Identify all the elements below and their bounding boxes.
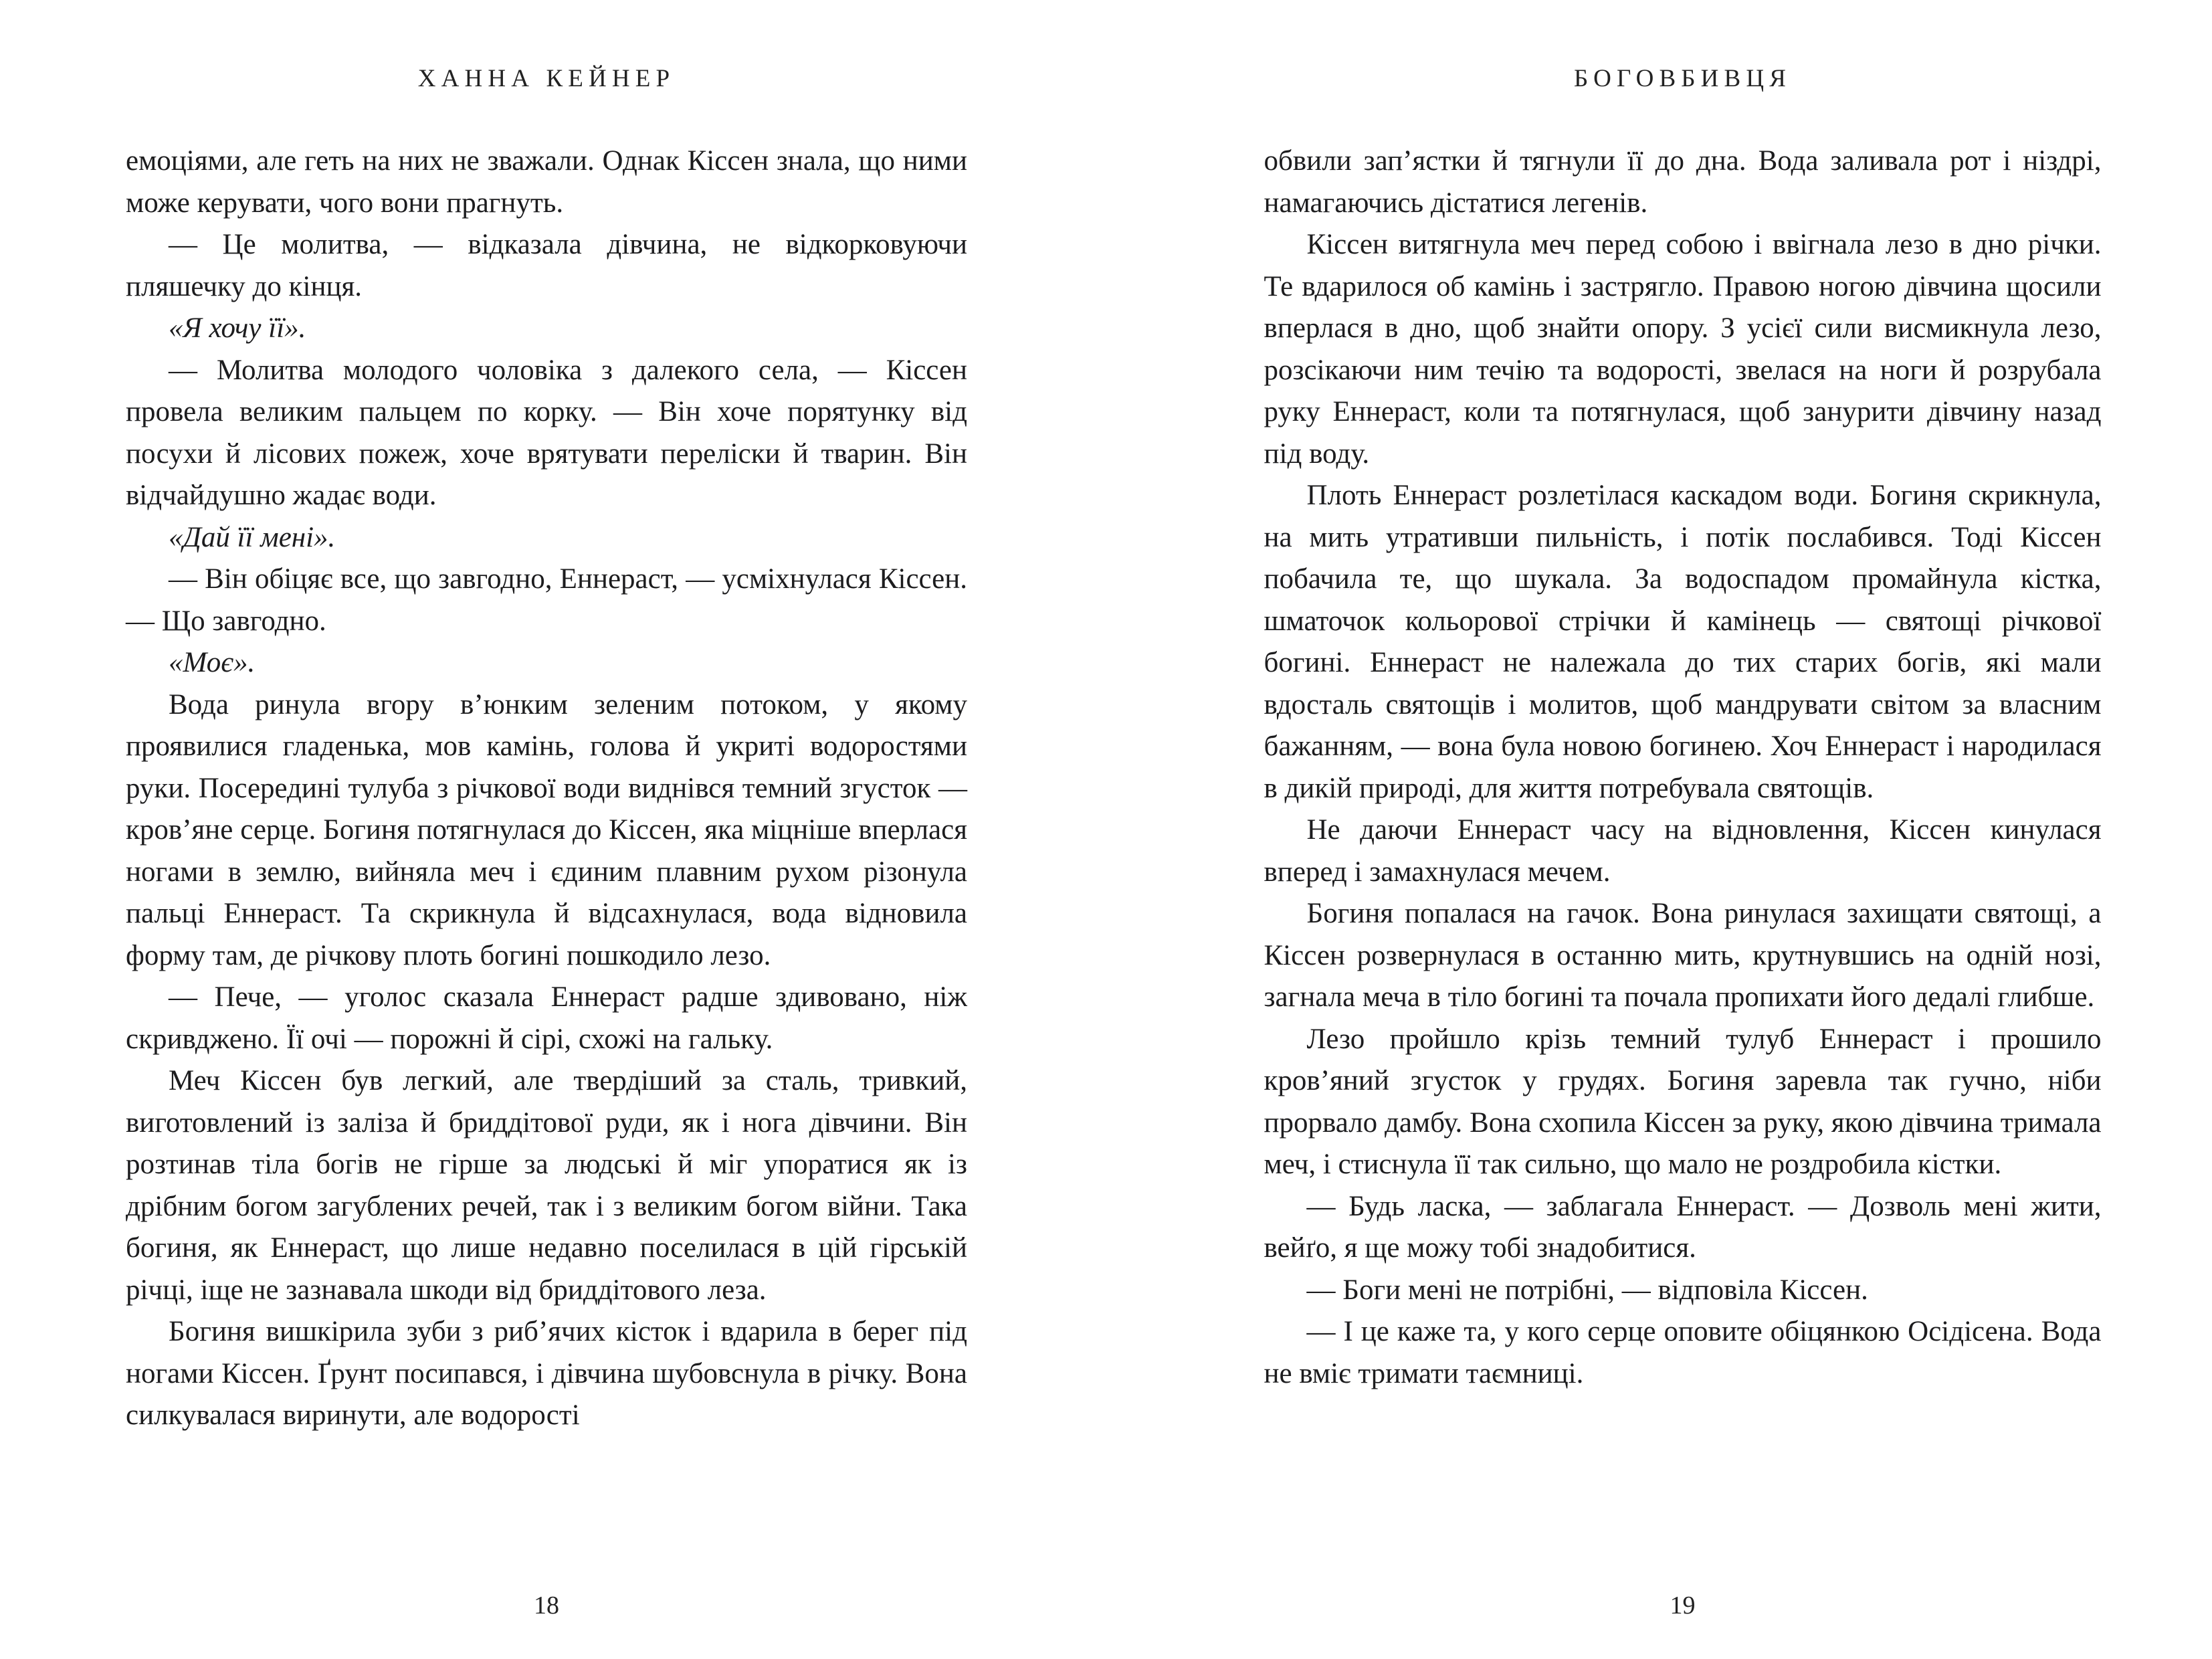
paragraph: — Пече, — уголос сказала Еннераст радше здивовано, ніж скривджено. Її очі — порожні й сірі, схожі на гальку. <box>126 981 967 1055</box>
inner-voice-quote: «Я хочу її». <box>169 312 306 344</box>
paragraph: Кіссен витягнула меч перед собою і ввігнала лезо в дно річки. Те вдарилося об камінь і застрягло. Правою ногою дівчина щосили вперлася в дно, щоб знайти опору. З усієї сили висмикнула лезо, розсікаючи ним течію та водорості, звелася на ноги й розрубала руку Еннераст, коли та потягнулася, щоб занурити дівчину назад під воду. <box>1264 229 2102 470</box>
paragraph: Не даючи Еннераст часу на відновлення, Кіссен кинулася вперед і замахнулася мечем. <box>1264 814 2102 888</box>
paragraph: Плоть Еннераст розлетілася каскадом води. Богиня скрикнула, на мить утративши пильність, і потік послабився. Тоді Кіссен побачила те, що шукала. За водоспадом промайнула кістка, шматочок кольорової стрічки й камінець — святощі річкової богині. Еннераст не належала до тих старих богів, які мали вдосталь святощів і молитов, щоб мандрувати світом за власним бажанням, — вона була новою богинею. Хоч Еннераст і народилася в дикій природі, для життя потребувала святощів. <box>1264 480 2102 804</box>
paragraph: — І це каже та, у кого серце оповите обіцянкою Осідісена. Вода не вміє тримати таємниці. <box>1264 1316 2102 1389</box>
page-number-left: 18 <box>534 1591 559 1620</box>
paragraph: Вода ринула вгору в’юнким зеленим потоком, у якому проявилися гладенька, мов камінь, голова й укриті водоростями руки. Посередині тулуба з річкової води виднівся темний згусток — кров’яне серце. Богиня потягнулася до Кіссен, яка міцніше вперлася ногами в землю, вийняла меч і єдиним плавним рухом різонула пальці Еннераст. Та скрикнула й відсахнулася, вода відновила форму там, де річкову плоть богині пошкодило лезо. <box>126 688 967 971</box>
paragraph: Меч Кіссен був легкий, але твердіший за сталь, тривкий, виготовлений із заліза й бриддітової руди, як і нога дівчини. Він розтинав тіла богів не гірше за людські й міг упоратися як із дрібним богом загублених речей, так і з великим богом війни. Така богиня, як Еннераст, що лише недавно поселилася в цій гірській річці, іще не зазнавала шкоди від бриддітового леза. <box>126 1065 967 1306</box>
paragraph: обвили зап’ястки й тягнули її до дна. Вода заливала рот і ніздрі, намагаючись дістатися легенів. <box>1264 145 2102 219</box>
paragraph: — Це молитва, — відказала дівчина, не відкорковуючи пляшечку до кінця. <box>126 229 967 302</box>
paragraph: Богиня вишкірила зуби з риб’ячих кісток і вдарила в берег під ногами Кіссен. Ґрунт посипався, і дівчина шубовснула в річку. Вона силкувалася виринути, але водорості <box>126 1316 967 1431</box>
inner-voice-quote: «Моє». <box>169 647 256 678</box>
paragraph: — Він обіцяє все, що завгодно, Еннераст, — усміхнулася Кіссен. — Що завгодно. <box>126 563 967 637</box>
running-head-author: ХАННА КЕЙНЕР <box>417 65 676 92</box>
paragraph: — Боги мені не потрібні, — відповіла Кіссен. <box>1306 1274 1868 1306</box>
paragraph: — Молитва молодого чоловіка з далекого села, — Кіссен провела великим пальцем по корку. — Він хоче порятунку від посухи й лісових пожеж, хоче врятувати переліски й тварин. Він відчайдушно жадає води. <box>126 354 967 511</box>
page-body-left <box>126 140 967 1437</box>
paragraph: емоціями, але геть на них не зважали. Однак Кіссен знала, що ними може керувати, чого вони прагнуть. <box>126 145 967 219</box>
page-body-right <box>1264 140 2102 1395</box>
page-right <box>1106 0 2212 1659</box>
paragraph: Богиня попалася на гачок. Вона ринулася захищати святощі, а Кіссен розвернулася в останню мить, крутнувшись на одній нозі, загнала меча в тіло богині та почала пропихати його дедалі глибше. <box>1264 898 2102 1013</box>
page-number-right: 19 <box>1670 1591 1696 1620</box>
paragraph: Лезо пройшло крізь темний тулуб Еннераст і прошило кров’яний згусток у грудях. Богиня заревла так гучно, ніби прорвало дамбу. Вона схопила Кіссен за руку, якою дівчина тримала меч, і стиснула її так сильно, що мало не роздробила кістки. <box>1264 1023 2102 1180</box>
inner-voice-quote: «Дай її мені». <box>169 521 336 553</box>
running-head-title: БОГОВБИВЦЯ <box>1573 65 1792 92</box>
paragraph: — Будь ласка, — заблагала Еннераст. — Дозволь мені жити, вейґо, я ще можу тобі знадобитися. <box>1264 1190 2102 1264</box>
